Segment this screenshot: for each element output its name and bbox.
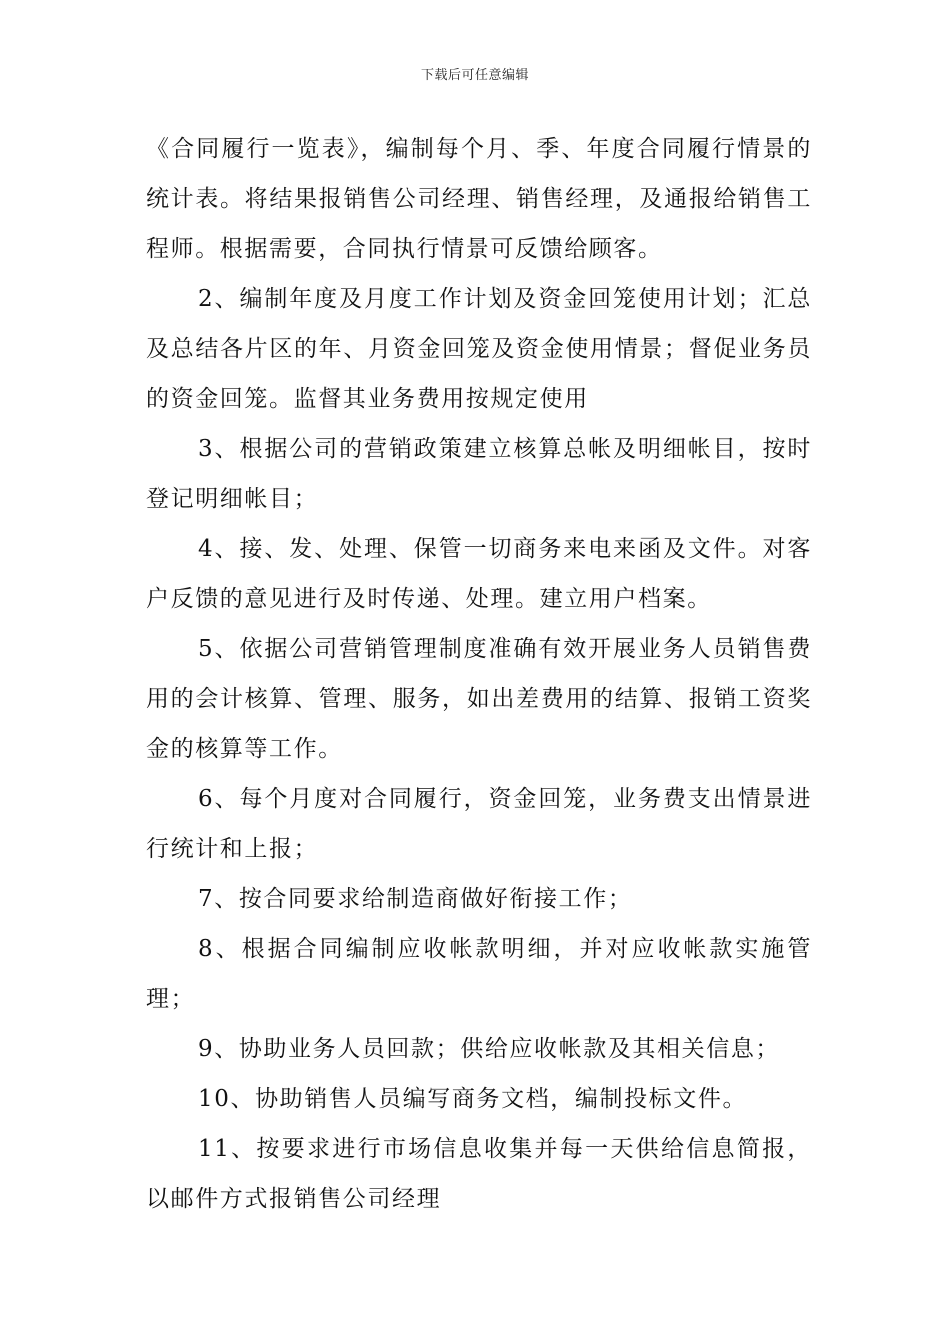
paragraph-4: 4、接、发、处理、保管一切商务来电来函及文件。对客户反馈的意见进行及时传递、处理。建立用户档案。 — [146, 536, 812, 612]
paragraph-8: 8、根据合同编制应收帐款明细，并对应收帐款实施管理； — [146, 936, 812, 1012]
page-header: 下载后可任意编辑 — [420, 68, 529, 83]
paragraph-3: 3、根据公司的营销政策建立核算总帐及明细帐目，按时登记明细帐目； — [146, 436, 812, 512]
paragraph-1: 《合同履行一览表》，编制每个月、季、年度合同履行情景的统计表。将结果报销售公司经理、销售经理，及通报给销售工程师。根据需要，合同执行情景可反馈给顾客。 — [146, 136, 812, 262]
paragraph-7: 7、按合同要求给制造商做好衔接工作； — [198, 886, 633, 912]
paragraph-6: 6、每个月度对合同履行，资金回笼，业务费支出情景进行统计和上报； — [146, 786, 812, 862]
paragraph-2: 2、编制年度及月度工作计划及资金回笼使用计划；汇总及总结各片区的年、月资金回笼及资金使用情景；督促业务员的资金回笼。监督其业务费用按规定使用 — [146, 286, 812, 412]
paragraph-9: 9、协助业务人员回款；供给应收帐款及其相关信息； — [198, 1036, 781, 1062]
paragraph-5: 5、依据公司营销管理制度准确有效开展业务人员销售费用的会计核算、管理、服务，如出差费用的结算、报销工资奖金的核算等工作。 — [146, 636, 812, 762]
paragraph-10: 10、协助销售人员编写商务文档，编制投标文件。 — [198, 1086, 748, 1112]
document-body — [146, 124, 812, 1224]
paragraph-11: 11、按要求进行市场信息收集并每一天供给信息简报，以邮件方式报销售公司经理 — [146, 1136, 812, 1212]
